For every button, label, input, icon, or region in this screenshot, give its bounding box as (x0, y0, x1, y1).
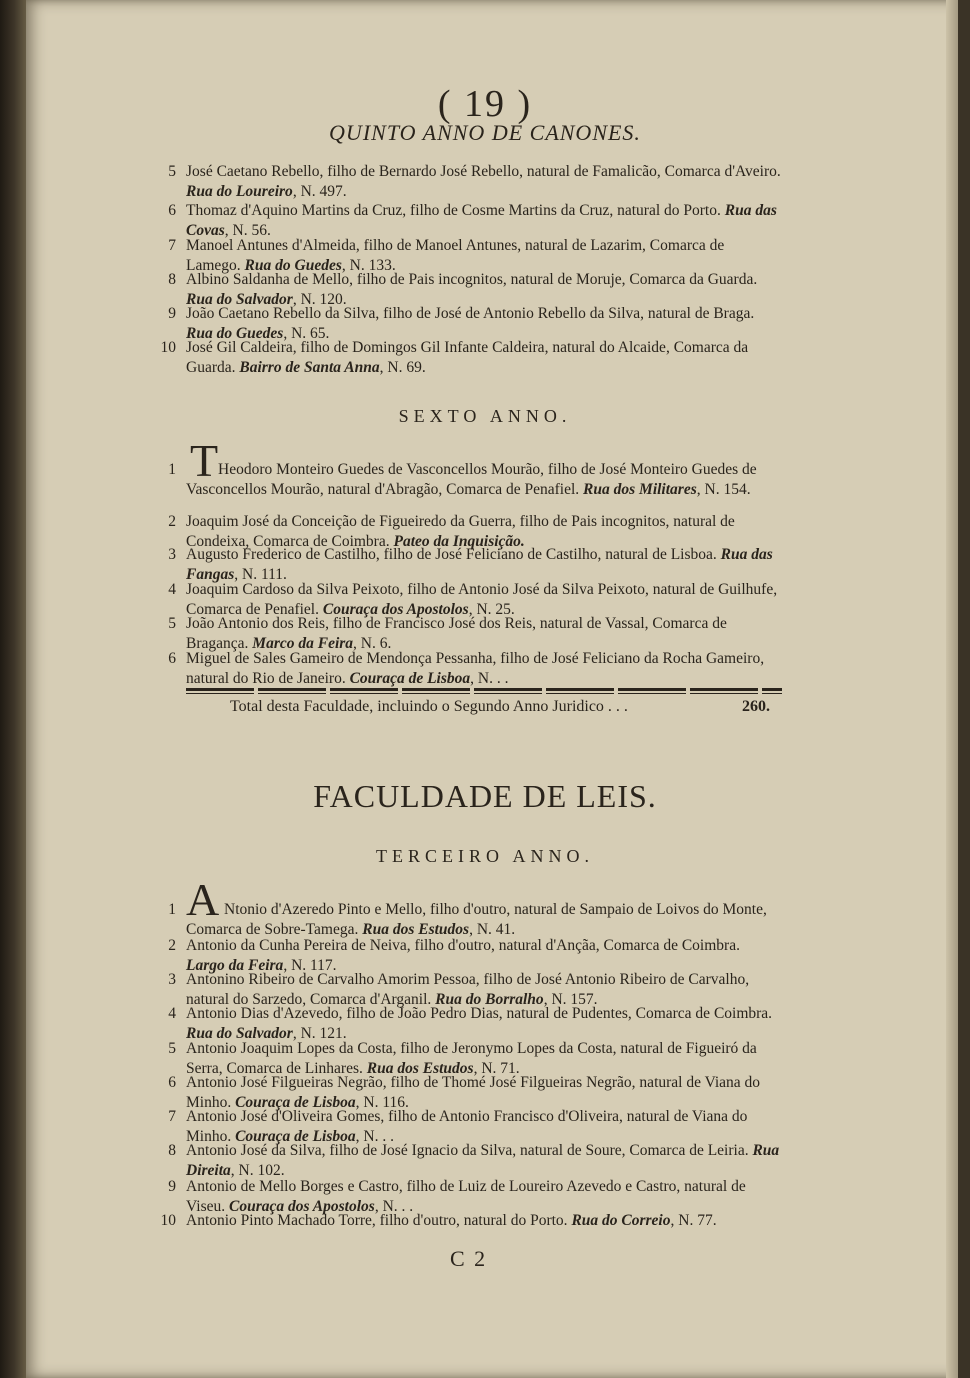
list-item (168, 900, 782, 939)
entry-text: Heodoro Monteiro Guedes de Vasconcellos Mourão, filho de José Monteiro Guedes de Vasconcellos Mourão, natural d'Abragão, Comarca de Penafiel. (186, 461, 757, 498)
page-edge (946, 0, 958, 1378)
entry-street: Couraça dos Apostolos (228, 1197, 375, 1215)
entry-number: 9 (168, 1178, 176, 1195)
list-item (168, 1141, 782, 1180)
entry-street: Rua do Salvador (186, 1024, 293, 1042)
page-number: ( 19 ) (437, 83, 533, 125)
entry-house: , N. 116. (355, 1093, 409, 1111)
entry-text: Antonio José da Silva, filho de José Ignacio da Silva, natural de Soure, Comarca de Leiria. (186, 1142, 749, 1159)
entry-number: 1 (168, 901, 176, 918)
list-item (160, 338, 782, 377)
entry-street: Rua do Guedes (244, 256, 342, 274)
book-spine (0, 0, 28, 1378)
entry-street: Rua Direita (186, 1142, 780, 1179)
entry-street: Rua do Loureiro (186, 182, 293, 200)
section-title-sexto: SEXTO ANNO. (398, 406, 572, 426)
entry-text: Ntonio d'Azeredo Pinto e Mello, filho d'outro, natural de Sampaio de Loivos do Monte, Comarca de Sobre-Tamega. (186, 901, 767, 938)
entry-number: 2 (168, 937, 176, 954)
entry-text: Joaquim José da Conceição de Figueiredo da Guerra, filho de Pais incognitos, natural de Condeixa, Comarca de Coimbra. (186, 513, 735, 550)
entry-house: , N. 65. (283, 324, 330, 342)
entry-street: Rua dos Militares (583, 480, 697, 498)
entry-house: , N. 120. (292, 290, 347, 308)
entry-house: , N. 102. (230, 1161, 285, 1179)
entry-street: Bairro de Santa Anna (239, 358, 380, 376)
entry-house: , N. 121. (292, 1024, 347, 1042)
entry-text: João Caetano Rebello da Silva, filho de José de Antonio Rebello da Silva, natural de Braga. (186, 305, 755, 322)
divider-rule-thin (186, 693, 782, 694)
entry-text: Antonio José Filgueiras Negrão, filho de Thomé José Filgueiras Negrão, natural de Viana do Minho. (186, 1074, 761, 1111)
entry-house: , N. 133. (341, 256, 396, 274)
entry-house: , N. 41. (469, 920, 516, 938)
entry-street: Couraça de Lisboa (349, 669, 471, 687)
entry-number: 3 (168, 546, 176, 563)
entry-house: , N. 117. (283, 956, 337, 974)
entry-number: 2 (168, 513, 176, 530)
list-item (168, 460, 782, 499)
entry-number: 10 (160, 339, 176, 356)
entry-number: 3 (168, 971, 176, 988)
list-item (168, 614, 782, 653)
entry-street: Rua do Salvador (186, 290, 293, 308)
list-item (160, 1211, 782, 1231)
entry-house: , N. 111. (234, 565, 287, 583)
entry-text: Antonino Ribeiro de Carvalho Amorim Pessoa, filho de José Antonio Ribeiro de Carvalho, natural do Sarzedo, Comarca d'Arganil. (186, 971, 750, 1008)
entry-number: 7 (168, 237, 176, 254)
entry-street: Pateo da Inquisição. (393, 532, 525, 550)
entry-house: , N. 25. (468, 600, 515, 618)
entry-house: , N. 71. (473, 1059, 520, 1077)
list-item (168, 162, 782, 201)
entry-house: , N. 6. (353, 634, 392, 652)
entry-street: Rua das Fangas (186, 546, 773, 583)
total-value: 260. (742, 698, 770, 715)
entry-house: , N. 157. (543, 990, 598, 1008)
list-item (168, 1004, 782, 1043)
entry-number: 7 (168, 1108, 176, 1125)
entry-number: 9 (168, 305, 176, 322)
entry-text: Thomaz d'Aquino Martins da Cruz, filho de Cosme Martins da Cruz, natural do Porto. (186, 202, 721, 219)
entry-number: 6 (168, 202, 176, 219)
entry-text: Antonio da Cunha Pereira de Neiva, filho d'outro, natural d'Ançãa, Comarca de Coimbra. (186, 937, 740, 954)
entry-text: Antonio Joaquim Lopes da Costa, filho de Jeronymo Lopes da Costa, natural de Figueiró da Serra, Comarca de Linhares. (186, 1040, 757, 1077)
faculty-total (230, 698, 770, 716)
entry-text: Antonio José d'Oliveira Gomes, filho de Antonio Francisco d'Oliveira, natural de Viana do Minho. (186, 1108, 748, 1145)
entry-number: 5 (168, 163, 176, 180)
entry-text: Albino Saldanha de Mello, filho de Pais incognitos, natural de Moruje, Comarca da Guarda. (186, 271, 758, 288)
list-item (168, 201, 782, 240)
entry-street: Couraça de Lisboa (235, 1127, 356, 1145)
faculty-title: FACULDADE DE LEIS. (313, 778, 657, 814)
entry-text: Manoel Antunes d'Almeida, filho de Manoel Antunes, natural de Lazarim, Comarca de Lamego. (186, 237, 725, 274)
entry-house: , N. . . (355, 1127, 394, 1145)
entry-street: Couraça de Lisboa (235, 1093, 356, 1111)
entry-street: Couraça dos Apostolos (322, 600, 469, 618)
entry-house: , N. . . (470, 669, 509, 687)
entry-number: 5 (168, 1040, 176, 1057)
entry-house: , N. 77. (670, 1212, 717, 1229)
entry-number: 1 (168, 461, 176, 478)
entry-text: José Caetano Rebello, filho de Bernardo José Rebello, natural de Famalicão, Comarca d'Aveiro. (186, 163, 781, 180)
entry-house: , N. . . (374, 1197, 414, 1215)
entry-house: , N. 56. (224, 221, 271, 239)
entry-street: Rua do Guedes (186, 324, 284, 342)
entry-number: 5 (168, 615, 176, 632)
entry-number: 8 (168, 271, 176, 288)
signature-mark: C 2 (450, 1246, 488, 1271)
entry-street: Rua do Correio (571, 1212, 671, 1229)
entry-text: Antonio Dias d'Azevedo, filho de João Pedro Dias, natural de Pudentes, Comarca de Coimbra. (186, 1005, 773, 1022)
list-item (168, 649, 782, 688)
entry-house: , N. 154. (696, 480, 751, 498)
total-label: Total desta Faculdade, incluindo o Segundo Anno Juridico . . . (230, 698, 628, 715)
entry-text: José Gil Caldeira, filho de Domingos Gil Infante Caldeira, natural do Alcaide, Comarca da Guarda. (186, 339, 749, 376)
entry-text: Miguel de Sales Gameiro de Mendonça Pessanha, filho de José Feliciano da Rocha Gameiro, natural do Rio de Janeiro. (186, 650, 765, 687)
entry-number: 6 (168, 650, 176, 667)
entry-street: Marco da Feira (252, 634, 354, 652)
entry-house: , N. 69. (379, 358, 426, 376)
section-title-terceiro: TERCEIRO ANNO. (376, 846, 594, 866)
drop-cap-t: T (190, 435, 219, 486)
list-item (168, 545, 782, 584)
entry-street: Rua do Borralho (435, 990, 544, 1008)
entry-street: Rua das Covas (186, 202, 777, 239)
entry-text: Antonio Pinto Machado Torre, filho d'outro, natural do Porto. (186, 1212, 568, 1229)
entry-street: Rua dos Estudos (362, 920, 470, 938)
entry-number: 8 (168, 1142, 176, 1159)
section-header: QUINTO ANNO DE CANONES. (329, 120, 641, 145)
entry-house: , N. 497. (292, 182, 347, 200)
entry-text: Joaquim Cardoso da Silva Peixoto, filho de Antonio José da Silva Peixoto, natural de Guilhufe, Comarca de Penafiel. (186, 581, 778, 618)
entry-number: 10 (160, 1212, 176, 1229)
entry-number: 4 (168, 1005, 176, 1022)
entry-number: 6 (168, 1074, 176, 1091)
entry-text: Antonio de Mello Borges e Castro, filho de Luiz de Loureiro Azevedo e Castro, natural de Viseu. (186, 1178, 746, 1215)
divider-rule (186, 688, 782, 691)
entry-number: 4 (168, 581, 176, 598)
entry-text: João Antonio dos Reis, filho de Francisco José dos Reis, natural de Vassal, Comarca de Bragança. (186, 615, 727, 652)
entry-text: Augusto Frederico de Castilho, filho de José Feliciano de Castilho, natural de Lisboa. (186, 546, 717, 563)
drop-cap-a: A (186, 874, 220, 925)
entry-street: Largo da Feira (186, 956, 284, 974)
entry-street: Rua dos Estudos (366, 1059, 474, 1077)
